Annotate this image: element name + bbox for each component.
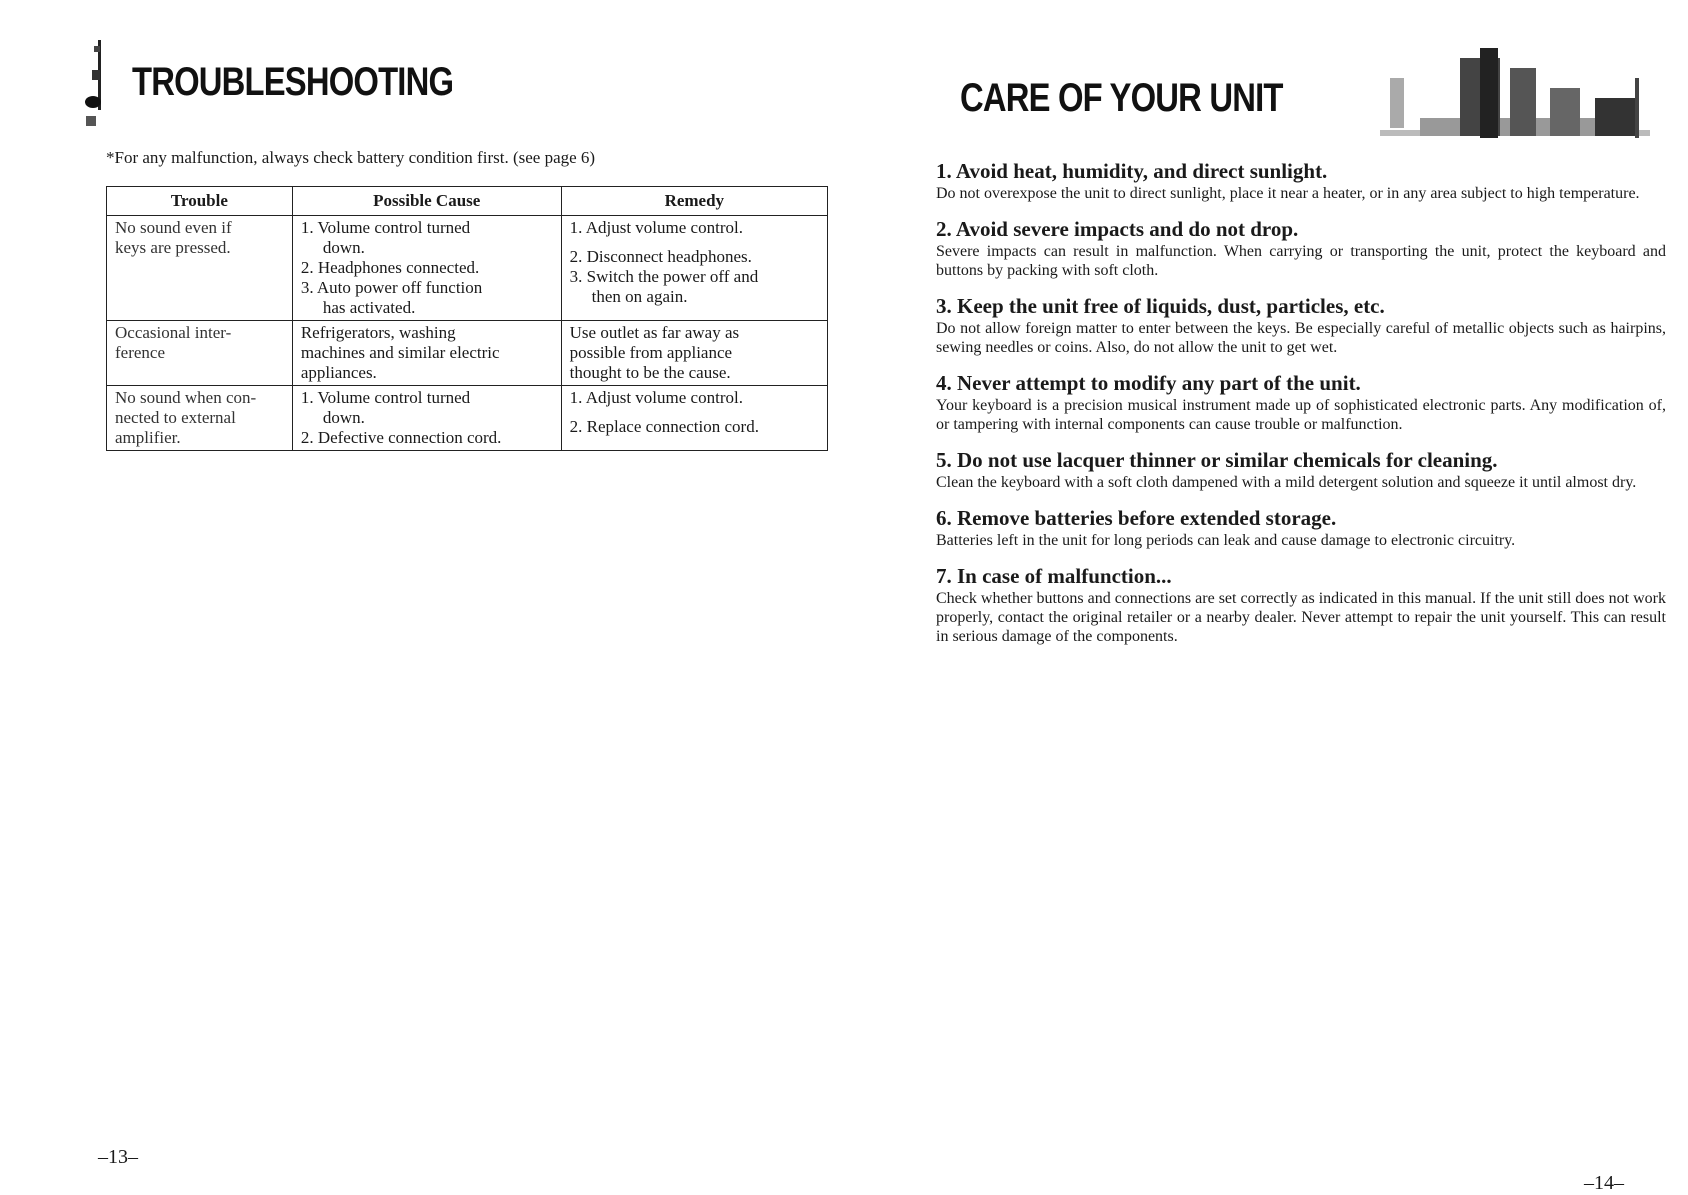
- care-item-body: Check whether buttons and connections are set correctly as indicated in this manual. If the unit still does not work properly, contact the original retailer or a nearby dealer. Never attempt to repair the unit yourself. This can result in serious damage of the components.: [936, 590, 1666, 645]
- care-item-body: Severe impacts can result in malfunction. When carrying or transporting the unit, protect the keyboard and buttons by packing with soft cloth.: [936, 243, 1666, 279]
- care-item-5: [936, 447, 1666, 492]
- care-item-2: [936, 216, 1666, 280]
- remedy-cell: 1. Adjust volume control. 2. Replace connection cord.: [561, 386, 827, 451]
- trouble-cell: No sound when con- nected to external amplifier.: [107, 386, 293, 451]
- left-page: [0, 0, 844, 1190]
- care-item-3: [936, 293, 1666, 357]
- right-page: [844, 0, 1688, 1194]
- header-possible-cause: Possible Cause: [292, 187, 561, 216]
- remedy-cell: Use outlet as far away as possible from appliance thought to be the cause.: [561, 321, 827, 386]
- care-item-1: [936, 158, 1666, 203]
- care-item-title: 6. Remove batteries before extended storage.: [936, 506, 1337, 530]
- care-item-title: 4. Never attempt to modify any part of the unit.: [936, 371, 1361, 395]
- care-list: [936, 158, 1666, 659]
- care-item-body: Do not allow foreign matter to enter between the keys. Be especially careful of metallic objects such as hairpins, sewing needles or coins. Also, do not allow the unit to get wet.: [936, 320, 1666, 356]
- page-number-right: –14–: [1584, 1172, 1624, 1194]
- care-item-body: Clean the keyboard with a soft cloth dampened with a mild detergent solution and squeeze it until almost dry.: [936, 474, 1637, 491]
- table-header-row: [107, 187, 828, 216]
- battery-note: *For any malfunction, always check battery condition first. (see page 6): [106, 148, 596, 167]
- table-row: [107, 386, 828, 451]
- care-heading: CARE OF YOUR UNIT: [960, 76, 1283, 120]
- cause-cell: Refrigerators, washing machines and similar electric appliances.: [292, 321, 561, 386]
- trouble-cell: No sound even if keys are pressed.: [107, 216, 293, 321]
- trouble-cell: Occasional inter- ference: [107, 321, 293, 386]
- page-number-left: –13–: [98, 1146, 138, 1168]
- care-item-title: 7. In case of malfunction...: [936, 564, 1172, 588]
- cause-cell: 1. Volume control turned down. 2. Defective connection cord.: [292, 386, 561, 451]
- care-item-title: 5. Do not use lacquer thinner or similar chemicals for cleaning.: [936, 448, 1498, 472]
- table-row: [107, 216, 828, 321]
- care-item-4: [936, 370, 1666, 434]
- note-dingbat-icon: [84, 40, 108, 130]
- remedy-cell: 1. Adjust volume control. 2. Disconnect headphones. 3. Switch the power off and then on again.: [561, 216, 827, 321]
- troubleshooting-table: [106, 186, 828, 451]
- care-item-body: Do not overexpose the unit to direct sunlight, place it near a heater, or in any area subject to high temperature.: [936, 185, 1640, 202]
- troubleshooting-heading: TROUBLESHOOTING: [132, 60, 454, 104]
- care-item-title: 3. Keep the unit free of liquids, dust, particles, etc.: [936, 294, 1385, 318]
- scan-noise-decoration: [1380, 48, 1650, 144]
- cause-cell: 1. Volume control turned down. 2. Headphones connected. 3. Auto power off function has activated.: [292, 216, 561, 321]
- care-item-title: 2. Avoid severe impacts and do not drop.: [936, 217, 1299, 241]
- care-item-6: [936, 505, 1666, 550]
- table-row: [107, 321, 828, 386]
- care-item-title: 1. Avoid heat, humidity, and direct sunlight.: [936, 159, 1328, 183]
- header-remedy: Remedy: [561, 187, 827, 216]
- care-item-body: Batteries left in the unit for long periods can leak and cause damage to electronic circuitry.: [936, 532, 1516, 549]
- care-item-body: Your keyboard is a precision musical instrument made up of sophisticated electronic parts. Any modification of, or tampering with internal components can cause trouble or malfunction.: [936, 397, 1666, 433]
- care-item-7: [936, 563, 1666, 646]
- header-trouble: Trouble: [107, 187, 293, 216]
